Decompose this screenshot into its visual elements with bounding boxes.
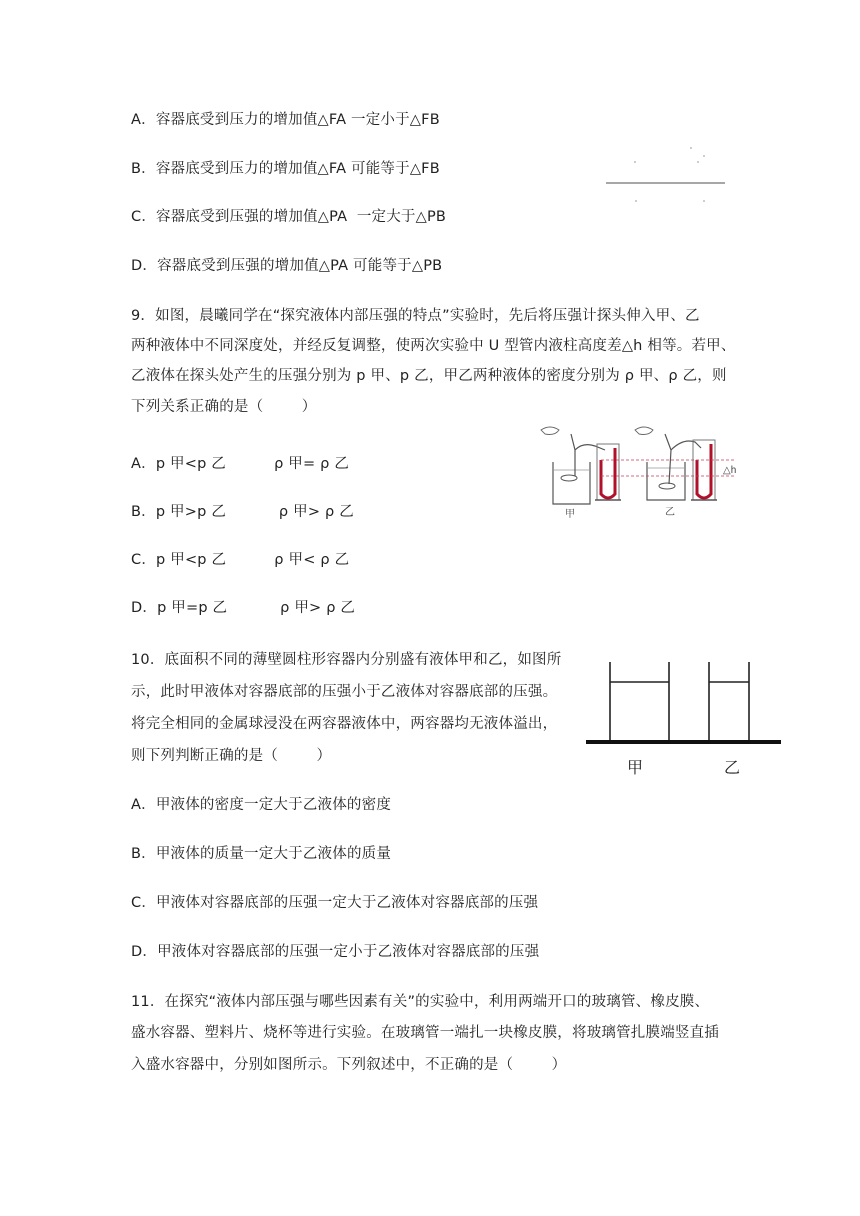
q9-option-a: A．p 甲<p 乙 ρ 甲= ρ 乙 (131, 456, 350, 472)
q8-figure (600, 140, 730, 210)
q8-option-c: C．容器底受到压强的增加值△PA 一定大于△PB (131, 209, 447, 225)
q11-stem-line-3: 入盛水容器中，分别如图所示。下列叙述中，不正确的是（ ） (131, 1057, 567, 1073)
q10-option-a: A．甲液体的密度一定大于乙液体的密度 (131, 797, 392, 813)
q9-option-b: B．p 甲>p 乙 ρ 甲> ρ 乙 (131, 504, 354, 520)
q10-option-c: C．甲液体对容器底部的压强一定大于乙液体对容器底部的压强 (131, 895, 539, 911)
q10-stem-line-4: 则下列判断正确的是（ ） (131, 748, 332, 764)
q10-option-b: B．甲液体的质量一定大于乙液体的质量 (131, 846, 392, 862)
q10-option-d: D．甲液体对容器底部的压强一定小于乙液体对容器底部的压强 (131, 944, 540, 960)
q11-stem-line-1: 11．在探究“液体内部压强与哪些因素有关”的实验中，利用两端开口的玻璃管、橡皮膜、 (131, 994, 710, 1010)
q10-stem-line-1: 10．底面积不同的薄壁圆柱形容器内分别盛有液体甲和乙，如图所 (131, 652, 562, 668)
q10-label-right: 乙 (724, 758, 741, 777)
q9-stem-line-1: 9．如图，晨曦同学在“探究液体内部压强的特点”实验时，先后将压强计探头伸入甲、乙 (131, 308, 700, 324)
q10-figure (584, 660, 784, 782)
q9-option-c: C．p 甲<p 乙 ρ 甲< ρ 乙 (131, 552, 350, 568)
q9-figure (535, 420, 750, 520)
q8-option-a: A．容器底受到压力的增加值△FA 一定小于△FB (131, 112, 440, 128)
q9-stem-line-4: 下列关系正确的是（ ） (131, 399, 317, 415)
q8-option-d: D．容器底受到压强的增加值△PA 可能等于△PB (131, 258, 443, 274)
q10-stem-line-2: 示，此时甲液体对容器底部的压强小于乙液体对容器底部的压强。 (131, 684, 558, 700)
q10-label-left: 甲 (627, 758, 644, 777)
q9-label-left: 甲 (565, 509, 575, 520)
q9-label-right: 乙 (665, 507, 675, 518)
q9-stem-line-3: 乙液体在探头处产生的压强分别为 p 甲、p 乙，甲乙两种液体的密度分别为 ρ 甲、ρ 乙，则 (131, 368, 727, 384)
q9-stem-line-2: 两种液体中不同深度处，并经反复调整，使两次实验中 U 型管内液柱高度差△h 相等。若甲、 (131, 338, 736, 354)
q8-option-b: B．容器底受到压力的增加值△FA 可能等于△FB (131, 161, 440, 177)
q9-option-d: D．p 甲=p 乙 ρ 甲> ρ 乙 (131, 600, 356, 616)
q10-stem-line-3: 将完全相同的金属球浸没在两容器液体中，两容器均无液体溢出， (131, 716, 558, 732)
q11-stem-line-2: 盛水容器、塑料片、烧杯等进行实验。在玻璃管一端扎一块橡皮膜，将玻璃管扎膜端竖直插 (131, 1025, 719, 1041)
q9-dh-label: △h (723, 465, 737, 476)
